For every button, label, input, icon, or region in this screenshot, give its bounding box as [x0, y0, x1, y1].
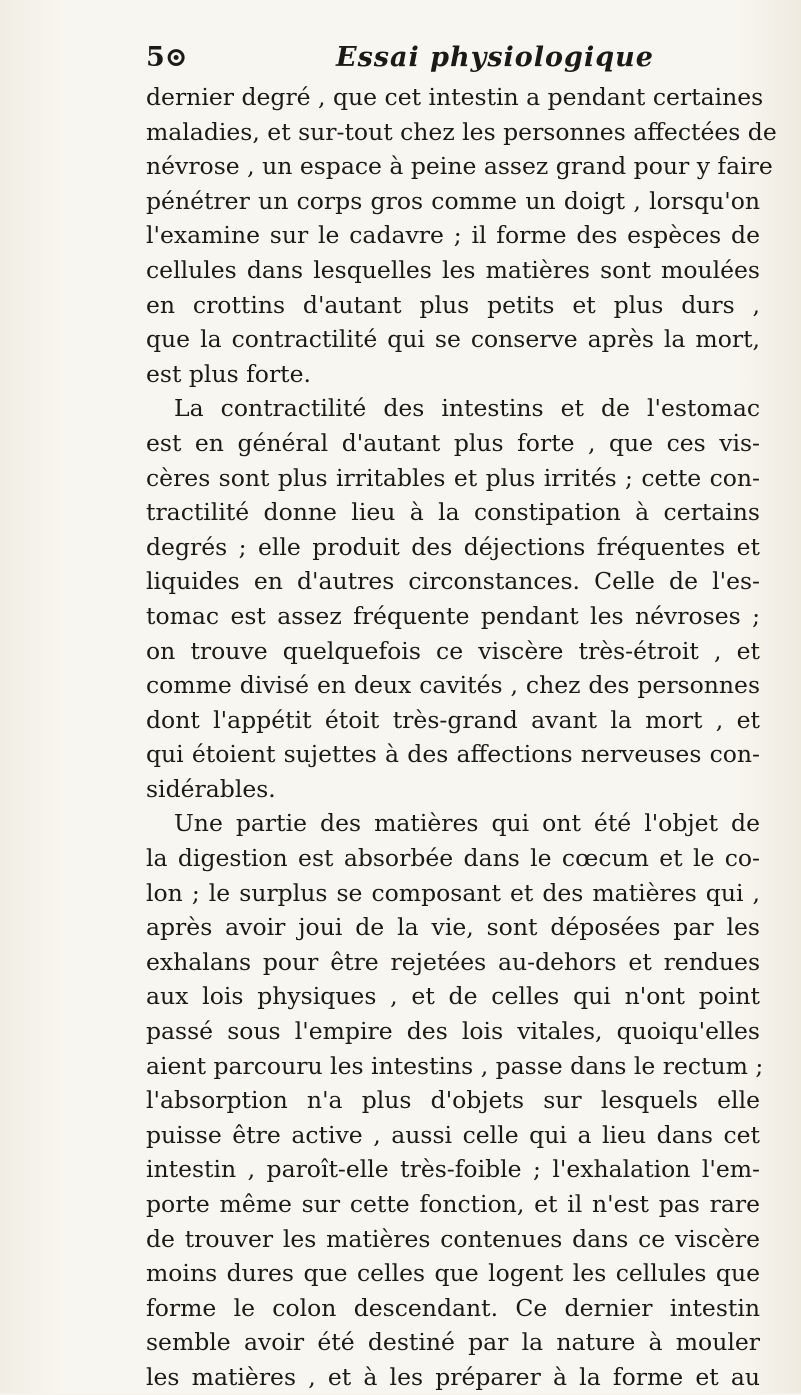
text-line: après avoir joui de la vie, sont déposées par les: [146, 913, 760, 942]
text-line: de trouver les matières contenues dans ce viscère: [146, 1224, 760, 1253]
text-line: dernier degré , que cet intestin a pendant certaines: [146, 83, 764, 111]
text-line: pénétrer un corps gros comme un doigt , lorsqu'on: [146, 186, 760, 215]
text-line: comme divisé en deux cavités , chez des personnes: [146, 671, 760, 700]
text-line: est plus forte.: [146, 359, 312, 388]
running-head: [146, 42, 756, 82]
text-line: l'absorption n'a plus d'objets sur lesquels elle: [146, 1086, 760, 1115]
text-line: en crottins d'autant plus petits et plus durs ,: [146, 290, 760, 319]
text-line: tractilité donne lieu à la constipation à certains: [146, 498, 760, 527]
text-line: maladies, et sur-tout chez les personnes affectées de: [146, 117, 777, 146]
text-line: semble avoir été destiné par la nature à mouler: [146, 1328, 760, 1357]
text-line: aux lois physiques , et de celles qui n'ont point: [146, 982, 760, 1011]
text-line: cères sont plus irritables et plus irrités ; cette con-: [146, 463, 760, 492]
text-line: cellules dans lesquelles les matières sont moulées: [146, 255, 760, 284]
text-line: moins dures que celles que logent les cellules que: [146, 1259, 760, 1288]
text-line: Une partie des matières qui ont été l'objet de: [174, 809, 760, 838]
text-line: que la contractilité qui se conserve après la mort,: [146, 325, 760, 354]
text-line: les matières , et à les préparer à la forme et au: [146, 1362, 760, 1391]
text-line: degrés ; elle produit des déjections fréquentes et: [146, 532, 760, 561]
text-line: l'examine sur le cadavre ; il forme des espèces de: [146, 221, 760, 250]
text-line: aient parcouru les intestins , passe dans le rectum ;: [146, 1051, 764, 1080]
text-line: passé sous l'empire des lois vitales, quoiqu'elles: [146, 1017, 760, 1046]
text-line: est en général d'autant plus forte , que ces vis-: [146, 428, 760, 457]
text-line: liquides en d'autres circonstances. Celle de l'es-: [146, 567, 760, 596]
page-number: 5⊙: [146, 42, 188, 73]
running-title: Essai physiologique: [336, 42, 654, 73]
text-line: qui étoient sujettes à des affections nerveuses con-: [146, 740, 760, 769]
text-line: on trouve quelquefois ce viscère très-étroit , et: [146, 636, 760, 665]
text-line: forme le colon descendant. Ce dernier intestin: [146, 1293, 760, 1322]
text-line: névrose , un espace à peine assez grand pour y faire: [146, 152, 773, 181]
text-line: tomac est assez fréquente pendant les névroses ;: [146, 601, 760, 630]
text-line: intestin , paroît-elle très-foible ; l'exhalation l'em-: [146, 1155, 760, 1184]
text-line: dont l'appétit étoit très-grand avant la mort , et: [146, 705, 760, 734]
text-line: la digestion est absorbée dans le cœcum et le co-: [146, 844, 760, 873]
text-line: porte même sur cette fonction, et il n'est pas rare: [146, 1190, 760, 1218]
text-line: exhalans pour être rejetées au-dehors et rendues: [146, 947, 760, 976]
body-text: [146, 80, 777, 1395]
text-line: sidérables.: [146, 774, 276, 803]
text-line: lon ; le surplus se composant et des matières qui ,: [146, 878, 760, 907]
text-line: puisse être active , aussi celle qui a lieu dans cet: [146, 1120, 760, 1149]
text-line: La contractilité des intestins et de l'estomac: [174, 394, 760, 423]
